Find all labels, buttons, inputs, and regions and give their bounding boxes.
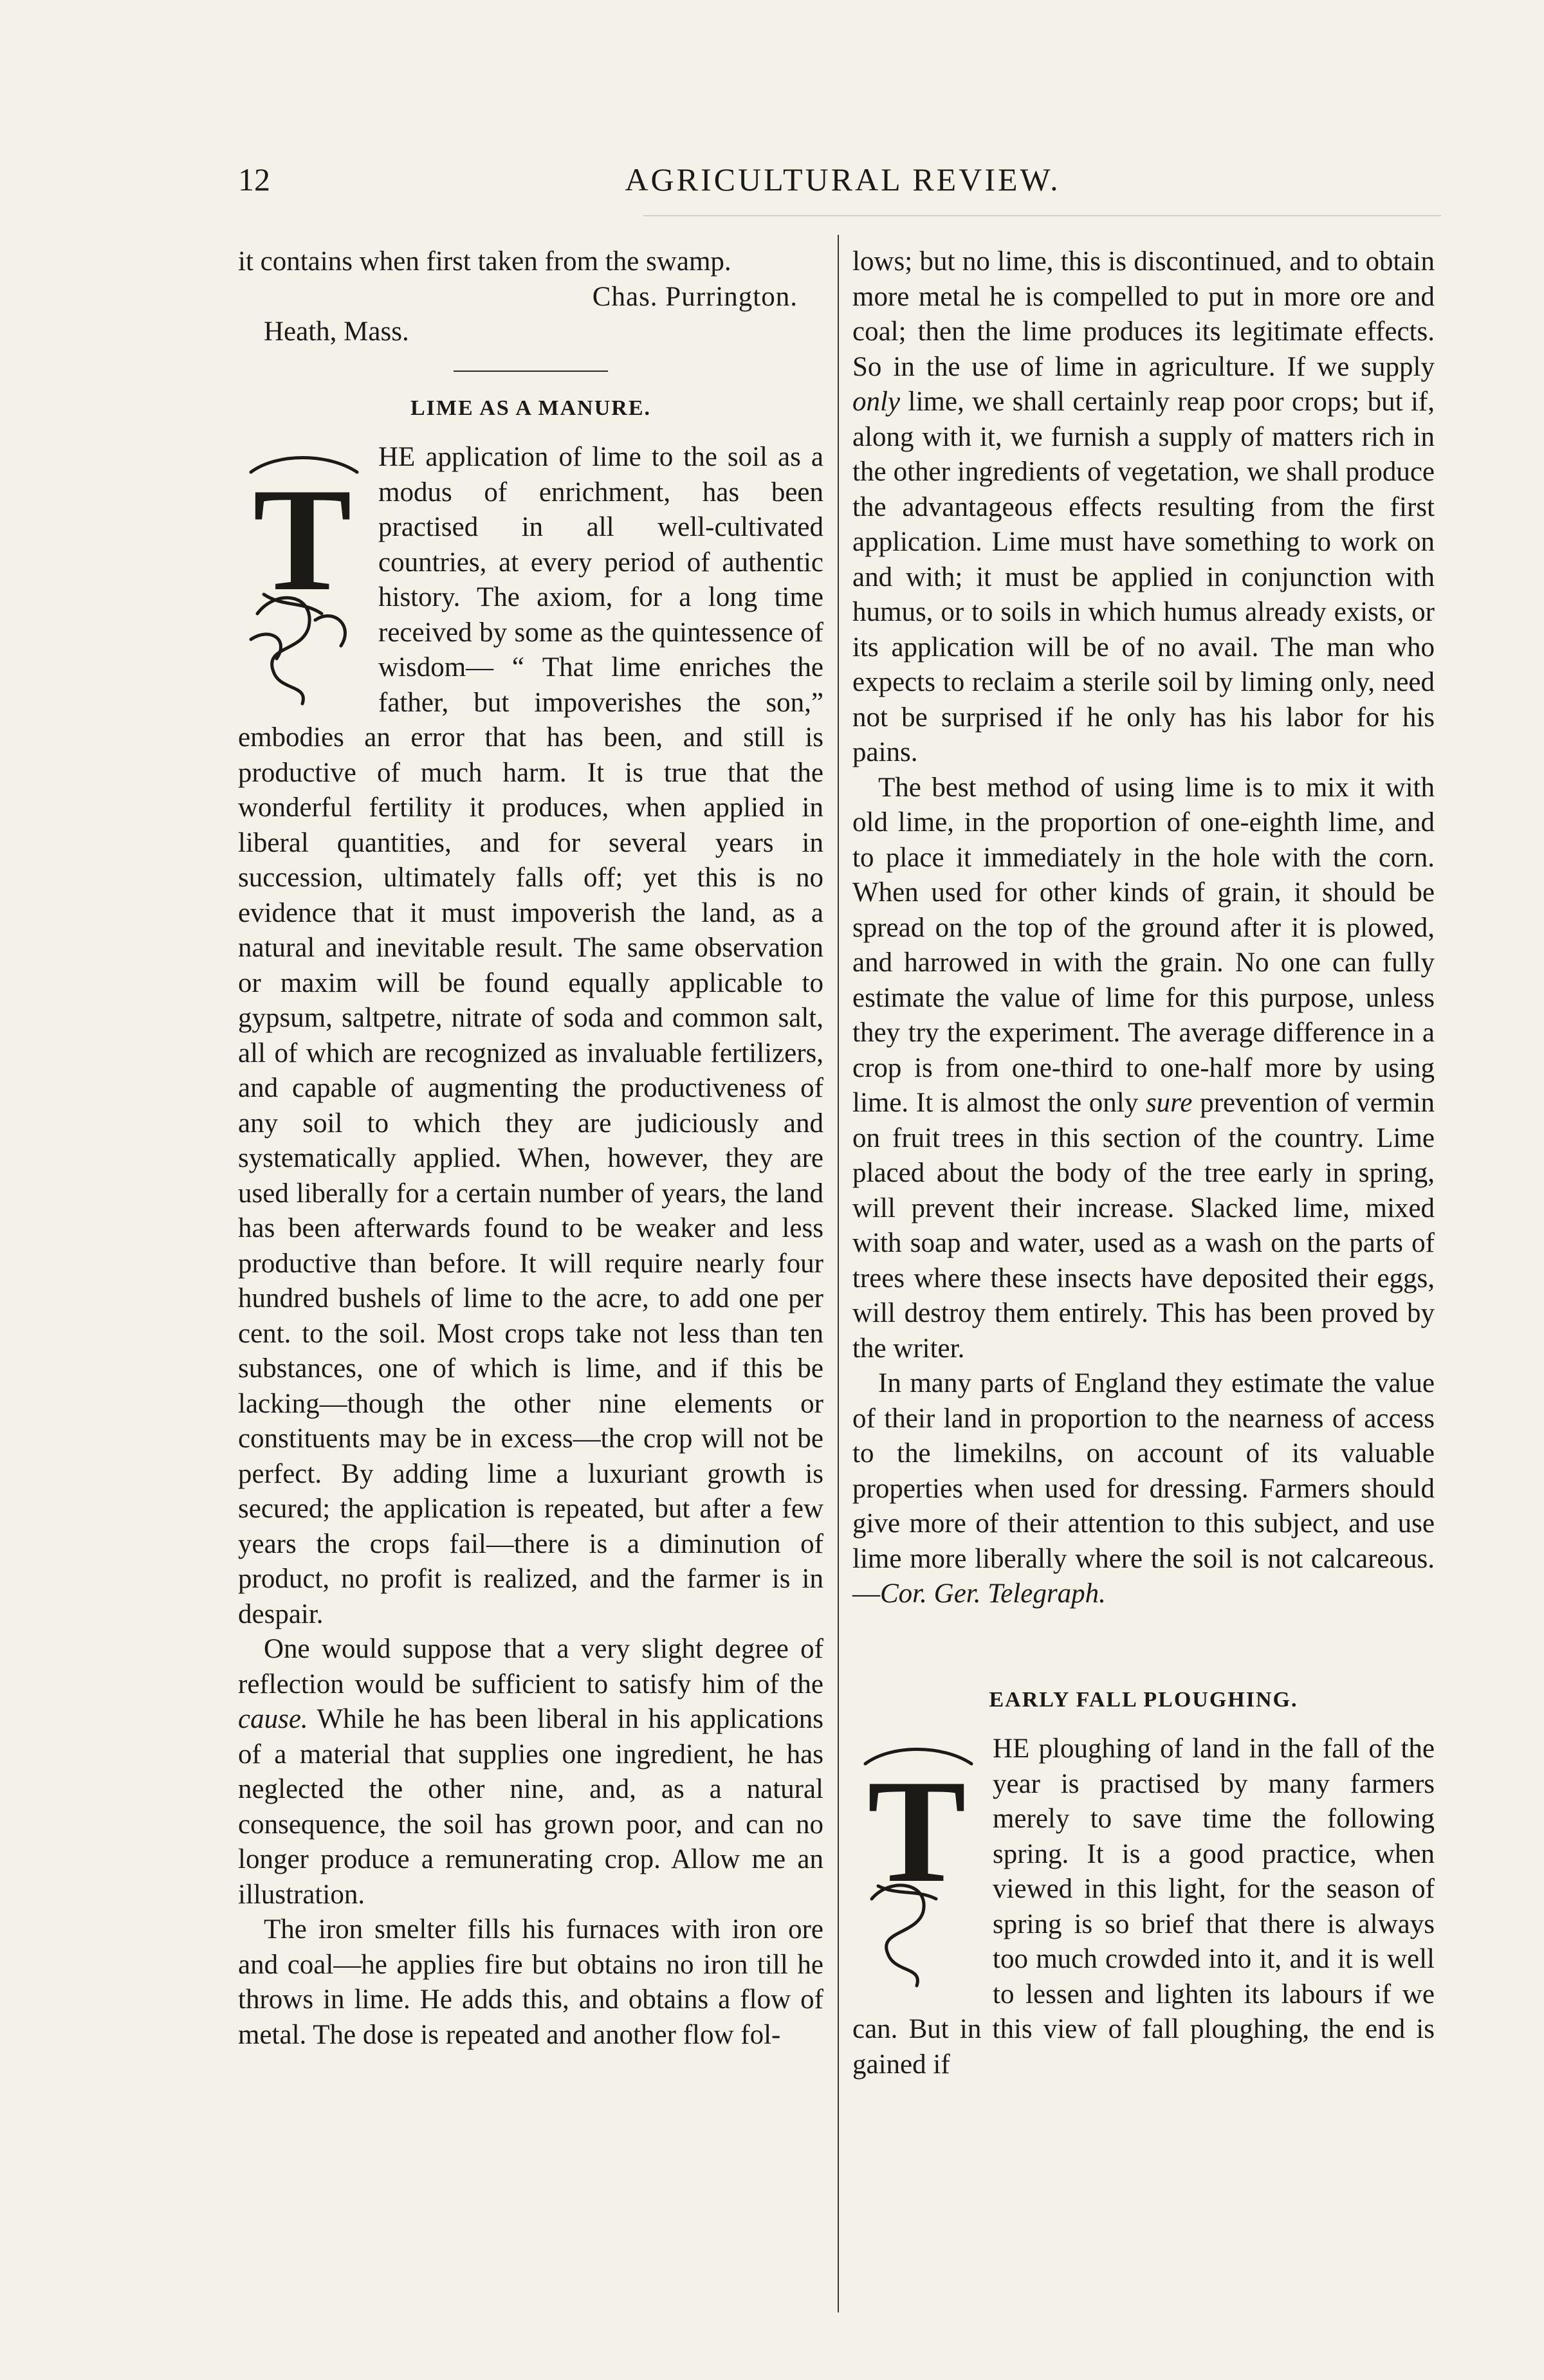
emphasis: only: [852, 387, 901, 417]
section-divider: [454, 371, 608, 372]
paragraph: In many parts of England they estimate the value of their land in proportion to the nearness of access to the limekilns, on account of its valuable properties when used for dressing. Farmers should give more of their attention to this subject, and use lime more liberally where the soil is not calcareous.—Cor. Ger. Telegraph.: [852, 1368, 1435, 1609]
page-header: [238, 161, 1448, 206]
article-title: EARLY FALL PLOUGHING.: [989, 1687, 1298, 1712]
source-citation: Cor. Ger. Telegraph.: [880, 1579, 1106, 1609]
emphasis: cause.: [238, 1704, 308, 1734]
paragraph: One would suppose that a very slight degree of reflection would be sufficient to satisfy him of the cause. While he has been liberal in his applications of a material that supplies one ingredient, he has neglected the other nine, and, as a natural consequence, the soil has grown poor, and can no longer produce a remunerating crop. Allow me an illustration.: [238, 1634, 823, 1910]
signature-place: Heath, Mass.: [264, 316, 409, 347]
drop-cap-letter: T: [867, 1749, 966, 1913]
emphasis: sure: [1145, 1088, 1193, 1118]
intro-paragraph: it contains when first taken from the swamp.: [238, 246, 731, 277]
signature-row: [238, 280, 823, 315]
running-title: AGRICULTURAL REVIEW.: [625, 161, 1061, 197]
ornamental-drop-cap: [852, 1738, 981, 1989]
paragraph: HE ploughing of land in the fall of the year is practised by many farmers merely to save time the following spring. It is a good practice, when viewed in this light, for the season of spring is so brief that there is always too much crowded into it, and it is well to lessen and lighten its labours if we can. But in this view of fall ploughing, the end is gained if: [852, 1734, 1435, 2080]
paragraph: The best method of using lime is to mix it with old lime, in the proportion of one-eighth lime, and to place it immediately in the hole with the corn. When used for other kinds of grain, it should be spread on the top of the ground after it is plowed, and harrowed in with the grain. No one can fully estimate the value of lime for this purpose, unless they try the experiment. The average difference in a crop is from one-third to one-half more by using lime. It is almost the only sure prevention of vermin on fruit trees in this section of the country. Lime placed about the body of the tree early in spring, will prevent their increase. Slacked lime, mixed with soap and water, used as a wash on the parts of trees where these insects have deposited their eggs, will destroy them entirely. This has been proved by the writer.: [852, 772, 1435, 1364]
paragraph: HE application of lime to the soil as a modus of enrichment, has been practised in all well-cultivated countries, at every period of authentic history. The axiom, for a long time received by some as the quintessence of wisdom— “ That lime enriches the father, but impoverishes the son,” embodies an error that has been, and still is productive of much harm. It is true that the wonderful fertility it produces, when applied in liberal quantities, and for several years in succession, ultimately falls off; yet this is no evidence that it must impoverish the land, as a natural and inevitable result. The same observation or maxim will be found equally applicable to gypsum, saltpetre, nitrate of soda and common salt, all of which are recognized as invaluable fertilizers, and capable of augmenting the productiveness of any soil to which they are judiciously and systematically applied. When, however, they are used liberally for a certain number of years, the land has been afterwards found to be weaker and less productive than before. It will require nearly four hundred bushels of lime to the acre, to add one per cent. to the soil. Most crops take not less than ten substances, one of which is lime, and if this be lacking—though the other nine elements or constituents may be in excess—the crop will not be perfect. By adding lime a luxuriant growth is secured; the application is repeated, but after a few years the crops fail—there is a diminution of product, no profit is realized, and the farmer is in despair.: [238, 442, 823, 1629]
right-column: [852, 244, 1435, 2082]
paragraph: lows; but no lime, this is discontinued, and to obtain more metal he is compelled to put in more ore and coal; then the lime produces its legitimate effects. So in the use of lime in agriculture. If we supply only lime, we shall certainly reap poor crops; but if, along with it, we furnish a supply of matters rich in the other ingredients of vegetation, we shall produce the advantageous effects resulting from the first application. Lime must have something to work on and with; it must be applied in conjunction with humus, or to soils in which humus already exists, or its application will be of no avail. The man who expects to reclaim a sterile soil by liming only, need not be surprised if he only has his labor for his pains.: [852, 246, 1435, 767]
left-column: [238, 244, 823, 2053]
signature-name: Chas. Purrington.: [592, 281, 798, 312]
ornamental-drop-cap: [238, 446, 367, 710]
header-rule: [643, 215, 1441, 216]
drop-cap-letter: T: [253, 457, 352, 621]
article-title: LIME AS A MANURE.: [410, 396, 652, 420]
paragraph: The iron smelter fills his furnaces with iron ore and coal—he applies fire but obtains no iron till he throws in lime. He adds this, and obtains a flow of metal. The dose is repeated and another flow fol-: [238, 1914, 823, 2050]
column-divider: [838, 235, 839, 2312]
page-number: 12: [238, 161, 270, 197]
